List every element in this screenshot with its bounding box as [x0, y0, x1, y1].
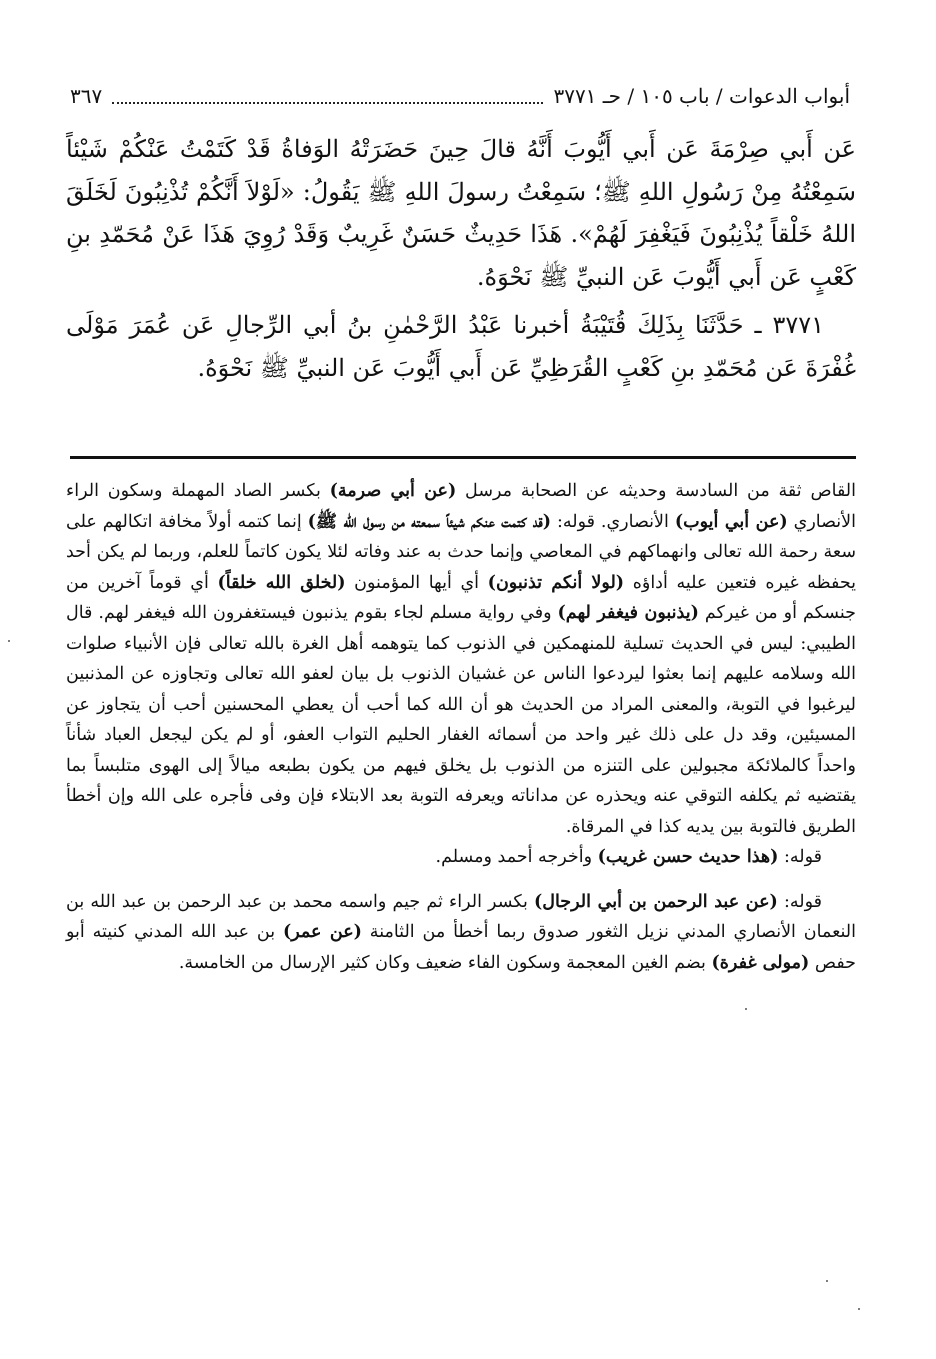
- commentary-paragraph-2: [66, 842, 856, 873]
- commentary-text-run: بضم الغين المعجمة وسكون الفاء ضعيف وكان كثير الإرسال من الخامسة.: [178, 952, 712, 973]
- commentary-quoted-term: (عن عبد الرحمن بن أبي الرجال): [533, 891, 778, 912]
- commentary-text-run: إنما كتمه أولاً مخافة اتكالهم على سعة رحمة الله تعالى وانهماكهم في المعاصي وإنما حدث به عند وفاته لئلا يكون كاتماً للعلم، وربما لم يكن أحد يحفظه غيره فتعين عليه أداؤه: [66, 511, 856, 593]
- commentary-text-run: وأخرجه أحمد ومسلم.: [435, 847, 598, 867]
- commentary-quoted-term: (عن عمر): [282, 922, 362, 942]
- commentary-quoted-term: (لولا أنكم تذنبون): [487, 572, 625, 593]
- commentary-text-run: بكسر الراء ثم جيم واسمه محمد بن عبد الرحمن بن عبد الله بن النعمان الأنصاري المدني نزيل الثغور صدوق ربما أخطأ من الثامنة: [66, 891, 856, 942]
- commentary-quoted-term: (مولى غفرة): [711, 952, 810, 973]
- commentary-paragraph-3: [66, 887, 856, 979]
- commentary-quoted-term: (عن أبي أيوب): [674, 511, 788, 532]
- scan-speck: [858, 1308, 860, 1310]
- commentary-paragraph-1: [66, 476, 856, 842]
- commentary-text-run: بكسر الصاد المهملة وسكون الراء الأنصاري: [66, 481, 856, 532]
- commentary-text-run: أي أيها المؤمنون: [345, 572, 488, 593]
- commentary-text-run: بن عبد الله المدني كنيته أبو حفص: [66, 922, 856, 973]
- hadith-paragraph-1: عَن أَبي صِرْمَةَ عَن أَبي أَيُّوبَ أَنَّهُ قالَ حِينَ حَضَرَتْهُ الوَفاةُ قَدْ كَتَمْتُ عَنْكُمْ شَيْئاً سَمِعْتُهُ مِنْ رَسُولِ اللهِ ﷺ؛ سَمِعْتُ رسولَ اللهِ ﷺ يَقُولُ: «لَوْلاَ أَنَّكُمْ تُذْنِبُونَ لَخَلَقَ اللهُ خَلْقاً يُذْنِبُونَ فَيَغْفِرَ لَهُمْ». هَذَا حَدِيثٌ حَسَنٌ غَرِيبٌ وَقَدْ رُوِيَ هَذَا عَنْ مُحَمّدِ بنِ كَعْبٍ عَن أَبي أَيُّوبَ عَن النبيِّ ﷺ نَحْوَهُ.: [66, 135, 856, 291]
- running-head-leader-dots: [112, 102, 543, 104]
- hadith-text: [66, 128, 856, 389]
- commentary-text: [66, 476, 856, 978]
- commentary-quoted-term: (قد كتمت عنكم شيئاً سمعته من رسول الله ﷺ): [307, 511, 551, 532]
- commentary-quoted-term: (هذا حديث حسن غريب): [597, 847, 779, 867]
- scan-speck: [826, 1280, 828, 1282]
- commentary-text-run: وفي رواية مسلم لجاء بقوم يذنبون فيستغفرون الله فيغفر لهم. قال الطيبي: ليس في الحديث تسلية للمنهمكين في الذنوب كما يتوهمه أهل الغرة بالله تعالى فإن الأنبياء صلوات الله وسلامه عليهم إنما بعثوا ليردعوا الناس عن غشيان الذنوب بل بيان لعفو الله تعالى وتجاوزه عن المذنبين ليرغبوا في التوبة، والمعنى المراد من الحديث هو أن الله كما أحب أن يعطي المحسنين أحب أن يتجاوز عن المسيئين، وقد دل على ذلك غير واحد من أسمائه الغفار الحليم التواب العفو، أو لم يكن ليجعل العباد شأناً واحداً كالملائكة مجبولين على التنزه من الذنوب بل يخلق فيهم من يكون بطبعه ميالاً إلى الهوى متلبساً بما يقتضيه ثم يكلفه التوقي عنه ويحذره عن مداناته ويعرفه التوبة بعد الابتلاء فإن وفى فأجره على الله وإن أخطأ الطريق فالتوبة بين يديه كذا في المرقاة.: [66, 603, 856, 837]
- commentary-text-run: قوله:: [778, 847, 822, 867]
- commentary-quoted-term: (يذنبون فيغفر لهم): [557, 603, 699, 623]
- commentary-text-run: قوله:: [777, 891, 822, 912]
- commentary-quoted-term: (لخلق الله خلقاً): [217, 572, 346, 593]
- commentary-quoted-term: (عن أبي صرمة): [329, 481, 457, 501]
- scan-speck: [8, 640, 10, 642]
- commentary-text-run: الأنصاري. قوله:: [551, 511, 675, 532]
- scan-speck: [745, 1008, 747, 1010]
- footnote-separator-rule: [70, 456, 856, 459]
- hadith-paragraph-2: ٣٧٧١ ـ حَدَّثَنَا بِذَلِكَ قُتَيْبَةُ أخبرنا عَبْدُ الرَّحْمٰنِ بنُ أبي الرِّجالِ عَن عُمَرَ مَوْلَى غُفْرَةَ عَن مُحَمّدِ بنِ كَعْبٍ القُرَظِيِّ عَن أَبي أَيُّوبَ عَن النبيِّ ﷺ نَحْوَهُ.: [66, 311, 856, 382]
- commentary-text-run: القاص ثقة من السادسة وحديثه عن الصحابة مرسل: [456, 481, 856, 501]
- running-head: [70, 78, 850, 110]
- running-head-title: أبواب الدعوات / باب ١٠٥ / حـ ٣٧٧١: [553, 84, 850, 108]
- page-number: ٣٦٧: [70, 84, 103, 108]
- commentary-text-run: أي قوماً آخرين من جنسكم أو من غيركم: [66, 572, 856, 623]
